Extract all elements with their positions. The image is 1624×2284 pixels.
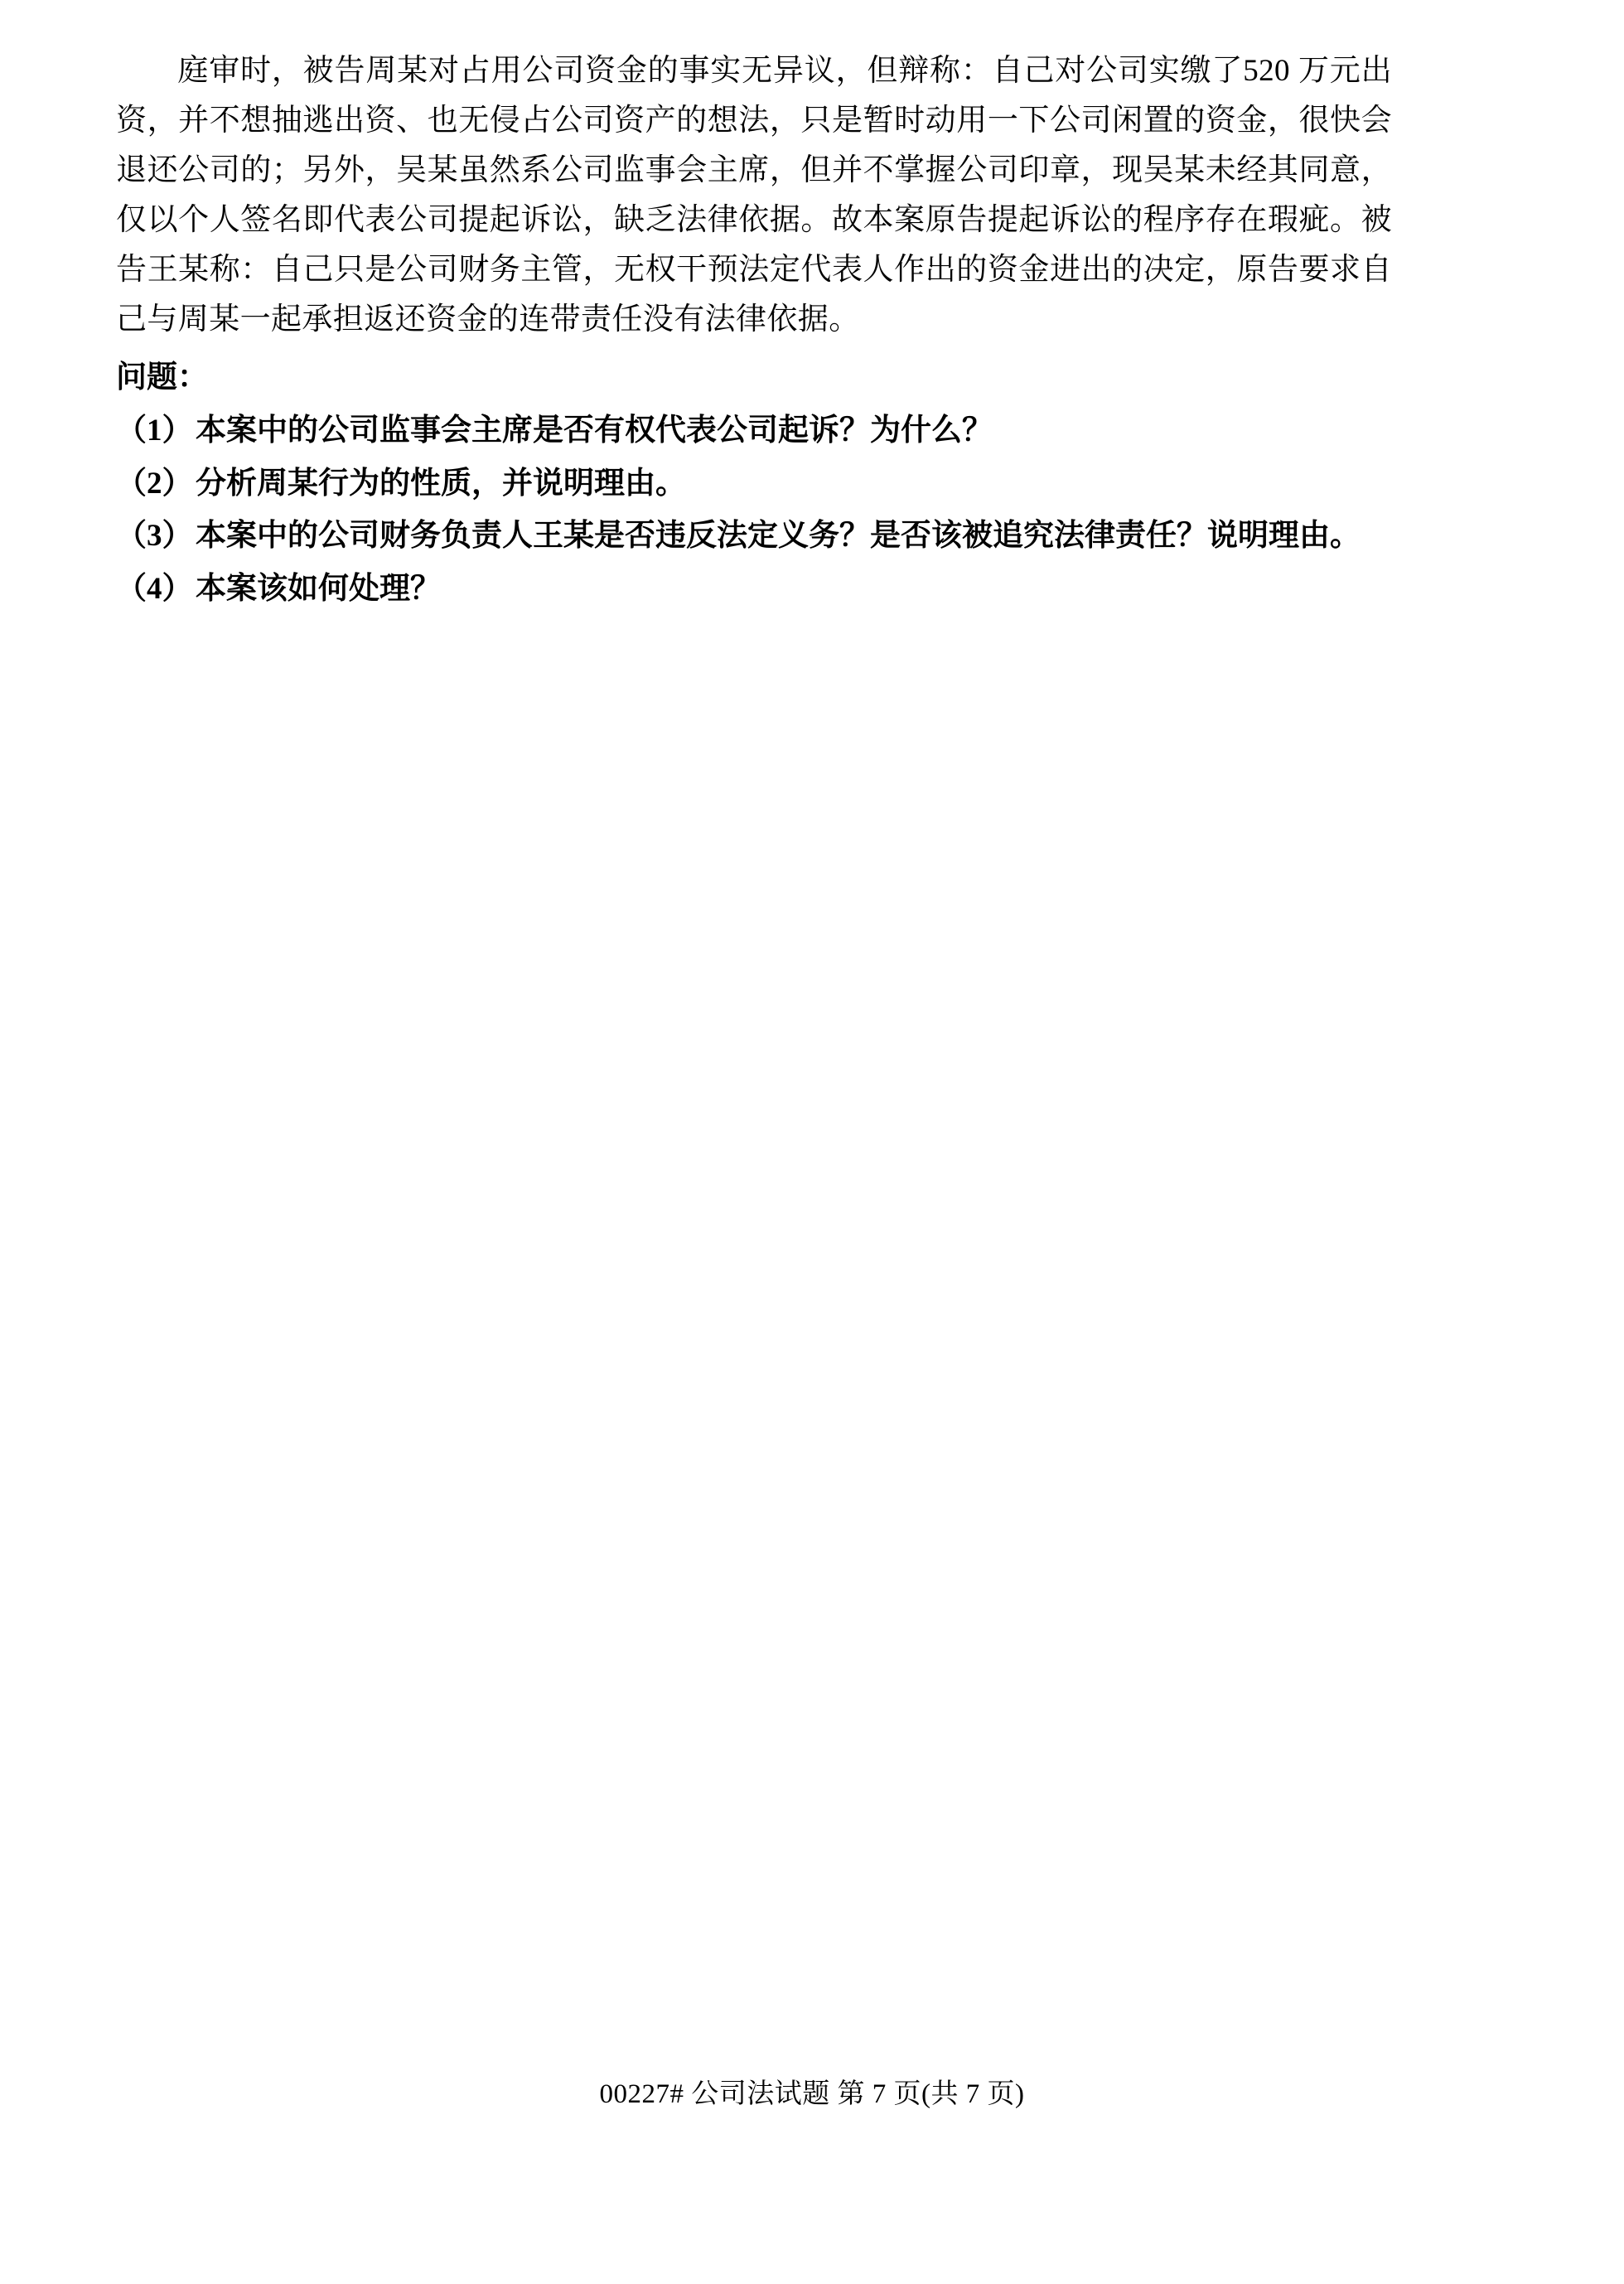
question-text: 分析周某行为的性质，并说明理由。 [196, 466, 686, 501]
question-text: 本案该如何处理？ [196, 572, 441, 607]
document-content [116, 46, 1392, 614]
list-item [116, 564, 1392, 614]
body-paragraph-text: 庭审时，被告周某对占用公司资金的事实无异议，但辩称：自己对公司实缴了520 万元出资，并不想抽逃出资、也无侵占公司资产的想法，只是暂时动用一下公司闲置的资金，很快会退还公司的；另外，吴某虽然系公司监事会主席，但并不掌握公司印章，现吴某未经其同意，仅以个人签名即代表公司提起诉讼，缺乏法律依据。故本案原告提起诉讼的程序存在瑕疵。被告王某称：自己只是公司财务主管，无权干预法定代表人作出的资金进出的决定，原告要求自己与周某一起承担返还资金的连带责任没有法律依据。 [116, 54, 1392, 336]
question-number: （2） [116, 466, 193, 501]
question-text: 本案中的公司监事会主席是否有权代表公司起诉？为什么？ [196, 413, 993, 448]
question-number: （1） [116, 413, 193, 448]
list-item [116, 406, 1392, 456]
list-item [116, 459, 1392, 509]
question-number: （3） [116, 519, 193, 554]
questions-list [116, 406, 1392, 615]
page-footer: 00227# 公司法试题 第 7 页(共 7 页) [599, 2079, 1025, 2109]
questions-heading: 问题： [116, 360, 208, 394]
question-text: 本案中的公司财务负责人王某是否违反法定义务？是否该被追究法律责任？说明理由。 [196, 519, 1361, 554]
question-number: （4） [116, 572, 193, 607]
list-item [116, 511, 1392, 561]
body-paragraph [116, 46, 1392, 345]
